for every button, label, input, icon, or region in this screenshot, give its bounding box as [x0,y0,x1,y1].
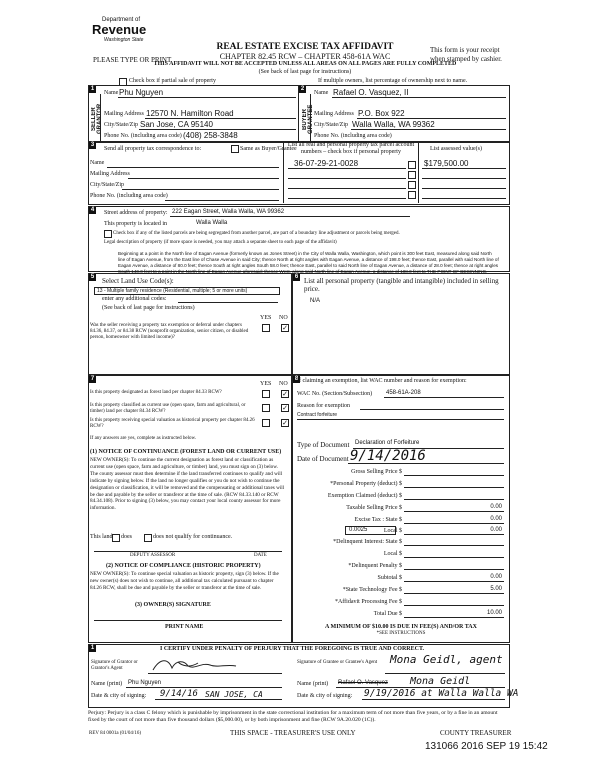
chapter: CHAPTER 82.45 RCW – CHAPTER 458-61A WAC [219,52,391,61]
buyer-mailing-label: Mailing Address [314,111,354,117]
perjury-note: Perjury: Perjury is a class C felony which is punishable by imprisonment in the state correctional institution for a maximum term of not more than five years, or by a fine in an amount fixed by the court of not more than five thousand dollars ($5,000.00), or by both imprisonment and fine (RCW 9A.20.020 (1C)). [88,710,498,723]
buyer-side-label: BUYER GRANTEE [302,104,314,134]
minimum-note: A MINIMUM OF $10.00 IS DUE IN FEE(S) AND/OR TAX [325,624,477,630]
corr-city-label: City/State/Zip [90,182,124,188]
forest-q3-no[interactable]: ✓ [282,419,288,427]
street-label: Street address of property: [104,210,168,216]
document-date[interactable]: 9/14/2016 [350,448,426,464]
partial-sale-label: Check box if partial sale of property [129,78,216,84]
legal-label: Legal description of property (if more space is needed, you may attach a separate sheet to each page of the affidavit) [104,240,337,245]
corr-phone-label: Phone No. (including area code) [90,193,168,199]
does-not-label: does not qualify for continuance. [153,534,233,540]
forest-no: NO [279,381,288,387]
street-address[interactable]: 222 Eagan Street, Walla Walla, WA 99362 [172,209,285,215]
section-3-number: 3 [90,142,95,148]
grantee-date[interactable]: 9/19/2016 at Walla Walla WA [364,688,519,699]
land-use-yes: YES [260,315,272,321]
receipt-note-1: This form is your receipt [430,46,500,54]
buyer-name[interactable]: Rafael O. Vasquez, II [333,88,409,97]
multiple-owners: If multiple owners, list percentage of ownership next to name. [318,78,468,84]
does-label: does [121,534,132,540]
forest-q2-no[interactable]: ✓ [282,404,288,412]
forest-q2: Is this property classified as current use (open space, farm and agricultural, or timber) land per chapter 84.34 RCW? [90,403,246,414]
logo-state: Washington State [104,37,144,43]
notice2-text: NEW OWNER(S): To continue special valuation as historic property, sign (3) below. If the new owner(s) does not wish to continue, all additional tax calculated pursuant to chapter 84.26 RCW, shall be due and payable by the seller or transferor at the time of sale. [90,571,279,591]
county-treasurer: COUNTY TREASURER [440,729,512,737]
forest-q3-yes[interactable] [262,419,270,427]
seller-city-label: City/State/Zip [104,122,138,128]
land-use-q1-yes[interactable] [262,324,270,332]
buyer-city[interactable]: Walla Walla, WA 99362 [352,120,435,129]
delinquent-local-label: Local $ [383,551,402,557]
grantor-name[interactable]: Phu Nguyen [128,680,162,686]
land-use-no: NO [279,315,288,321]
legal-description[interactable]: Beginning at a point in the North line of Eagan Avenue (formerly known as Jones Street) in the City of Walla Walla, Washington, which point is 300 feet East, measured along said North line of Eagan Avenue, from the East line of Chase Avenue in said City; thence North at right angles with Eagan Avenue, a distance of 198.0 feet; thence East, parallel with said North line of Eagan Avenue, a distance of 80.0 feet; thence South at right angles South 58.0 feet; thence East, parallel to said North line of Eagan Avenue, a distance of 28.0 feet; thence at right angles South 140.0 feet to a point in the North line of Eagan Avenue aforesaid; thence West, along said North line of Eagan Avenue, a distance of 108.0 feet to THE POINT OF BEGINNING. [118,251,499,274]
owner-signature-label: (3) OWNER(S) SIGNATURE [135,602,211,608]
land-label: This land [90,534,113,540]
local-label: Local $ [383,528,402,534]
excise-state-label: Excise Tax : State $ [354,517,402,523]
rev-number: REV 84 0001a (01/04/16) [89,731,141,736]
see-instructions: *SEE INSTRUCTIONS [376,631,426,636]
grantor-signature-image[interactable] [150,656,270,674]
grantor-date[interactable]: 9/14/16 [160,689,198,699]
see-back: (See back of last page for instructions) [258,69,352,75]
section-2-number: 2 [300,86,305,92]
forest-yes: YES [260,381,272,387]
gross-label: Gross Selling Price $ [351,469,402,475]
forest-q1: Is this property designated as forest land per chapter 84.33 RCW? [90,390,222,395]
seller-mailing-label: Mailing Address [104,111,144,117]
tech-fee-label: *State Technology Fee $ [342,587,402,593]
document-type[interactable]: Declaration of Forfeiture [355,440,420,446]
seller-side-label: SELLER GRANTOR [91,103,103,135]
seller-mailing[interactable]: 12570 N. Hamilton Road [146,109,234,118]
forest-q1-yes[interactable] [262,390,270,398]
segregated-checkbox[interactable] [104,230,112,238]
land-use-label: Select Land Use Code(s): [102,277,174,285]
receipt-note-2: when stamped by cashier. [430,55,502,63]
grantee-date-label: Date & city of signing: [297,693,353,699]
grantee-signature[interactable]: Mona Geidl, agent [390,653,503,666]
tech-fee-value[interactable]: 5.00 [490,586,502,592]
seller-name-label: Name [104,90,119,96]
land-use-q1-no[interactable]: ✓ [282,324,288,332]
certify-statement: I CERTIFY UNDER PENALTY OF PERJURY THAT THE FOREGOING IS TRUE AND CORRECT. [160,646,425,652]
buyer-city-label: City/State/Zip [314,122,348,128]
buyer-phone-label: Phone No. (including area code) [314,133,392,139]
delinquent-state-label: *Delinquent Interest: State $ [333,539,402,545]
taxable-value[interactable]: 0.00 [490,504,502,510]
print-name-label: PRINT NAME [165,624,204,630]
grantee-name-label: Name (print) [297,681,329,687]
notice1-title: (1) NOTICE OF CONTINUANCE (FOREST LAND OR CURRENT USE) [90,449,282,455]
land-use-code[interactable]: 13 - Multiple family residence (Residential, multiple; 5 or more units) [94,287,280,295]
treasurer-stamp: 131066 2016 SEP 19 15:42 [425,741,548,752]
form-title: REAL ESTATE EXCISE TAX AFFIDAVIT [216,42,394,52]
section-1-number: 1 [90,86,95,92]
located-city[interactable]: Walla Walla [196,220,228,226]
section-7-number: 7 [90,376,95,382]
delinquent-penalty-label: *Delinquent Penalty $ [348,563,402,569]
notice2-title: (2) NOTICE OF COMPLIANCE (HISTORIC PROPERTY) [106,563,261,569]
section-9-number: 1 [90,645,95,651]
seller-city[interactable]: San Jose, CA 95140 [140,120,213,129]
parcel-header: List all real and personal property tax parcel account numbers – check box if personal property [287,142,415,155]
corr-mailing-label: Mailing Address [90,171,130,177]
located-label: This property is located in [104,221,167,227]
total-value[interactable]: 10.00 [486,610,502,616]
grantor-date-label: Date & city of signing: [91,693,147,699]
reason-value[interactable]: Contract forfeiture [297,412,338,418]
seller-phone-label: Phone No. (including area code) [104,133,182,139]
parcel-checkbox-3[interactable] [408,181,416,189]
logo-name: Revenue [92,22,147,37]
local-value[interactable]: 0.00 [490,527,502,533]
reason-label: Reason for exemption [297,403,350,409]
affidavit-fee-label: *Affidavit Processing Fee $ [334,599,402,605]
forest-if-yes: If any answers are yes, complete as instructed below. [90,436,197,441]
assessed-header: List assessed value(s) [430,146,482,152]
land-use-see-back: (See back of last page for instructions) [102,305,195,311]
section-4-number: 4 [90,207,95,213]
treasurer-space: THIS SPACE - TREASURER'S USE ONLY [230,729,356,737]
personal-label: *Personal Property (deduct) $ [330,481,402,487]
grantee-name-hand[interactable]: Mona Geidl [410,676,471,687]
buyer-mailing[interactable]: P.O. Box 922 [358,109,405,118]
personal-property-label: List all personal property (tangible and intangible) included in selling price. [304,277,499,293]
seller-name[interactable]: Phu Nguyen [119,88,164,97]
buyer-name-label: Name [314,90,329,96]
does-not-checkbox[interactable] [144,534,152,542]
exemption-claimed-label: Exemption Claimed (deduct) $ [327,493,402,499]
deputy-assessor: DEPUTY ASSESSOR [130,553,176,558]
total-label: Total Due $ [373,611,402,617]
local-rate[interactable]: 0.0025 [345,526,396,535]
grantee-name-typed[interactable]: Rafael O. Vasquez [338,680,388,686]
segregated-label: Check box if any of the listed parcels are being segregated from another parcel, are part of a boundary line adjustment or parcels being merged. [113,231,400,236]
forest-q3: Is this property receiving special valuation as historical property per chapter 84.26 RCW? [90,418,255,429]
parcel-checkbox-1[interactable] [408,161,416,169]
correspondence-label: Send all property tax correspondence to: [104,146,202,152]
forest-q1-no[interactable]: ✓ [282,390,288,398]
same-as-buyer-checkbox[interactable] [231,145,239,153]
parcel-number[interactable]: 36-07-29-21-0028 [294,159,359,168]
wac-number[interactable]: 458-61A-208 [386,390,421,396]
grantor-signature-label: Signature of Grantor or Grantor's Agent [91,660,138,671]
please-type: PLEASE TYPE OR PRINT [93,56,172,64]
additional-codes-label: enter any additional codes: [102,296,167,302]
personal-property-value[interactable]: N/A [310,298,321,304]
document-type-label: Type of Document [297,441,350,449]
logo-dept: Department of [102,17,141,23]
excise-state-value[interactable]: 0.00 [490,516,502,522]
assessed-value[interactable]: $179,500.00 [424,159,469,168]
parcel-checkbox-2[interactable] [408,171,416,179]
does-checkbox[interactable] [112,534,120,542]
subtotal-value[interactable]: 0.00 [490,574,502,580]
notice1-text: NEW OWNER(S): To continue the current designation as forest land or classification as current use (open space, farm and agriculture, or timber) land, you must sign on (3) below. The county assessor must then determine if the land transferred continues to qualify and will indicate by signing below. If the land no longer qualifies or you do not wish to continue the designation or classification, it will be removed and the compensating or additional taxes will be due and payable by the seller or transferor at the time of sale. (RCW 84.33.140 or RCW 84.34.108). Prior to signing (3) below, you may contact your local county assessor for more information. [90,457,285,512]
subtotal-label: Subtotal $ [377,575,402,581]
section-8-number: 8 [294,376,299,382]
land-use-q1: Was the seller receiving a property tax exemption or deferral under chapters 84.36, 84.37, or 84.38 RCW (nonprofit organization, senior citizen, or disabled person, homeowner with limited income)? [90,323,249,340]
wac-label: WAC No. (Section/Subsection) [297,391,373,397]
taxable-label: Taxable Selling Price $ [346,505,402,511]
document-date-label: Date of Document [297,455,349,463]
grantee-signature-label: Signature of Grantee or Grantee's Agent [297,660,378,665]
grantor-city[interactable]: SAN JOSE, CA [205,690,263,699]
warning: THIS AFFIDAVIT WILL NOT BE ACCEPTED UNLESS ALL AREAS ON ALL PAGES ARE FULLY COMPLETED [153,61,457,67]
grantor-name-label: Name (print) [91,681,123,687]
corr-name-label: Name [90,160,105,166]
seller-phone[interactable]: (408) 258-3848 [183,131,238,140]
parcel-checkbox-4[interactable] [408,191,416,199]
same-as-buyer-label: Same as Buyer/Grantee [240,146,297,152]
deputy-date: DATE [254,553,267,558]
exemption-label: If claiming an exemption, list WAC number and reason for exemption: [297,378,467,384]
section-5-number: 5 [90,274,95,280]
forest-q2-yes[interactable] [262,404,270,412]
section-6-number: 6 [294,274,299,280]
